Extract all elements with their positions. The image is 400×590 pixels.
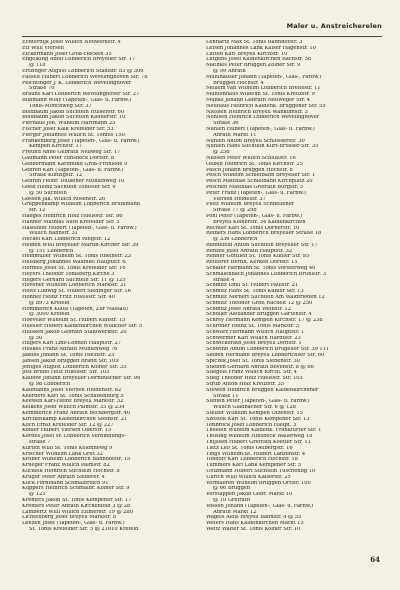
listing-entry: Krueger Franz Willich Palmstr. 82 — [22, 463, 110, 469]
listing-entry: Gebbermann Karlmund Groß-Frönlede 9 — [22, 161, 128, 167]
listing-entry: Heinmüller Wilhelm St. Tönis Rheinstr. 23 — [22, 254, 132, 260]
listing-entry: Uetzmann Hubert Süchteln Tüschenbg 10 — [206, 468, 316, 474]
listing-entry: Hahner Mathias Auth Krefelder Str. 5 — [22, 219, 120, 225]
listing-continuation: @ 336 Lobberich — [213, 237, 258, 243]
listing-entry: Stiegels Franz Willich Kirchl. Str. 4 — [206, 370, 297, 376]
listing-continuation: Breyell Kölnerstr. 34 Kaldenkirchen — [213, 219, 306, 225]
listing-continuation: @ 118 — [29, 63, 46, 69]
listing-continuation: Straße 11 — [213, 393, 239, 399]
listing-entry: Jansen Jakob Brüggen Brand Str. 109 — [22, 358, 119, 364]
listing-continuation: Straße 70 — [29, 86, 55, 92]
listing-continuation: Tönis-Mönchweg Str. 37 — [29, 103, 92, 109]
listing-entry: Tümmers Karl Lank Kempener Str. 5 — [206, 463, 302, 469]
listing-entry: Spiczek Josef St. Tönis Siebenstr. 30 — [206, 358, 300, 364]
listing-entry: Lefsen Johannes Lank Kaiser Hagenstr. 10 — [206, 45, 316, 51]
listing-entry: Nühlen Anton Breyell Schlosserstr. 30 — [206, 138, 305, 144]
listing-entry: Nühlen Hubert (Tapeten-, Glas- u. Farbw.) — [206, 126, 315, 132]
listing-entry: Köhler Hubert Viersen Oberstr. 15 — [22, 428, 112, 434]
listing-entry: Rennefeld Anton Süchteln Breyeller Str. 17 — [206, 242, 318, 248]
listing-entry: Stieg Theodor Holz Hüelsstr. Str. 103 — [206, 376, 303, 382]
listing-entry: Pasch Johann Brüggen Hochstr. 8 — [206, 167, 293, 173]
listing-entry: Krischer Wilhelm Lank Grut 32 — [22, 451, 103, 457]
listing-entry: Hommerich Klaus (Tapeten, Zur Nassau) — [22, 306, 128, 312]
listing-entry: Kirchenkamp Kaldenkirchen Steinstr. 21 — [22, 416, 128, 422]
listing-entry: Hülsken Jakob Gebrath Stahlwerkstr. 20 — [22, 329, 127, 335]
listing-entry: Hermes Josef St. Tönis Krefelder Str. 16 — [22, 266, 126, 272]
listing-entry: Schmitz Josef Anrath Weinstr. 12 — [206, 306, 292, 312]
listing-entry: Kuppers Heinrich Schmalbr. Kölner Str. 9 — [22, 486, 130, 492]
listing-entry: Münks Johann Gebrath Neuweger Str. 4 — [206, 97, 310, 103]
listing-entry: Jakobs Johann St. Tönis Hochstr. 25 — [22, 353, 115, 359]
listing-entry: Tondorf Karl Lobberich Hochstr. 18 — [206, 457, 298, 463]
listing-continuation: @ 99 Anrath — [213, 68, 246, 74]
listing-entry: Plötz Wilhelm Breyell Schnellener — [206, 202, 295, 208]
listing-entry: Mollem van Wilhelm Lobberich Breitestr. 11 — [206, 86, 321, 92]
listing-entry: Vossen Johann (Tapeten-, Glas- u. Farbw.) — [206, 503, 314, 509]
right-column — [206, 40, 382, 568]
listing-continuation: Viersen Heidestr. 37 — [213, 196, 266, 202]
listing-continuation: St. Tönis Krefelder Str. 5 @ 21010 Krefeld — [29, 526, 139, 532]
listing-entry: Tenbrock Josef Lobberich Haupt. 3 — [206, 422, 297, 428]
listing-entry: Eff Willi Viersen — [22, 45, 64, 51]
listing-entry: Bühmann Willy (Tapeten-, Glas- u. Farbw.) — [22, 97, 131, 103]
listing-entry: Gaumann Peter Hinsbeck Dorfstr. 8 — [22, 155, 115, 161]
listing-entry: Schrey Hermann Kempen Kirchstr. 17 @ 238 — [206, 318, 323, 324]
listing-entry: Lenzen Josef (Tapeten-, Glas- u. Farbw.) — [22, 521, 125, 527]
listing-continuation: Anrath Markt 12 — [213, 509, 257, 515]
listing-continuation: Brüggen Hochstr. 4 — [213, 80, 264, 86]
listing-entry: Kelkens Josef Willich Palmstr. 35 @ 234 — [22, 405, 125, 411]
listing-entry: Peschen Matthias Grefrath Burgstr. 5 — [206, 184, 303, 190]
listing-entry: Renzes Josef Anrath Hauptstr. 32 — [206, 248, 292, 254]
listing-entry: Brauns Karl Lobberich Wevelinghover Str. 27 — [22, 92, 140, 98]
listing-entry: Schmitz Emil St. Hubert Paulstr. 21 — [206, 283, 299, 289]
listing-entry: Schwarz Hermann Willich Hauptstr. 1 — [206, 329, 305, 335]
page-header — [22, 22, 382, 37]
listing-entry: Pesch Wilhelm Schiefbahn Breyeller Str. 1 — [206, 173, 316, 179]
listing-entry: Tietz Leo St. Tönis Oelbergstr. 16 — [206, 445, 293, 451]
listing-entry: Strüb Anton Holz Kreuzstr. 35 — [206, 382, 285, 388]
listing-entry: Schmalenbach Johannes Lobberich Brühlstr. 3 — [206, 271, 326, 277]
listing-entry: Eickermann Josef Groß-Hocken 35 — [22, 51, 112, 57]
listing-entry: Lichtenberg Josef Breyell Markstr. 8 — [22, 515, 117, 521]
listing-continuation: Willich Gladbacher Str. 6 @ 128 — [213, 405, 296, 411]
listing-entry: Kremers Peter Anrath Kirchenfeld 3 @ 28 — [22, 503, 131, 509]
listing-entry: Jentges August Lobberich Kölner Str. 35 — [22, 364, 127, 370]
listing-entry: Boldbaum Jakob Süchteln Kleinerstr. 10 — [22, 115, 126, 121]
listing-entry: Heyers Theodor Tönisberg Kirche 3 — [22, 271, 115, 277]
listing-continuation: @ 10 Grefrath — [213, 497, 251, 503]
listing-entry: Oeben Heinrich St. Tönis Kirchstr. 25 — [206, 161, 303, 167]
listing-entry: Haeges Heinrich Holz Hüelsstr. Str. 86 — [22, 213, 123, 219]
listing-entry: Goeb Heinz Süchteln Tönisser Str. 9 — [22, 184, 116, 190]
listing-continuation: straße 7 — [29, 439, 51, 445]
listing-continuation: @ 98 Lobberich — [29, 382, 71, 388]
listing-entry: Vermaeren Wilhelm Brüggen Ortstr. 100 — [206, 480, 311, 486]
listing-entry: Heinen Willi Breyeller Martin-Kircher Str. 39 — [22, 242, 139, 248]
page-number: 64 — [370, 555, 380, 564]
listing-continuation: @ 258 — [213, 150, 230, 156]
listing-continuation: Straße 77 @ 298 — [213, 208, 257, 214]
listing-entry: Flerger Johannes Willich St. Tönnis 150 — [22, 132, 125, 138]
listing-entry: Schäfer Hermann St. Tönis Vorsterweg 40 — [206, 266, 316, 272]
listing-continuation: Kempen Kirchstr. 17 — [29, 144, 82, 150]
listing-continuation: straße 4 — [213, 277, 235, 283]
listing-entry: Kürten Willi St. Tönis Kolonnewg 9 — [22, 445, 113, 451]
listing-entry: Kuckelk Heinrich Süchteln Hochstr. 8 — [22, 468, 120, 474]
listing-continuation: @ 151 Lobberich — [29, 248, 74, 254]
listing-entry: Lambertz Willi Willich Eltmerstr. 19 @ 280 — [22, 509, 133, 515]
listing-entry: Engelking Adolf Lobberich Breyeller Str. 17 — [22, 57, 136, 63]
listing-continuation: Straße Künzigstr. 12 — [29, 173, 83, 179]
listing-entry: Schwinn Anton Lobberich Brugeuer Str. 39 111 — [206, 347, 330, 353]
listing-continuation: @ 50 Süchteln — [29, 190, 67, 196]
listing-continuation: Willich Bahnstr. 31 — [29, 231, 78, 237]
listing-entry: Kemmerich Franz Anrath Beckbergstr. 40 — [22, 411, 131, 416]
listing-entry: Feichtinger J. K. Lobberich Wevelinghover — [22, 80, 132, 86]
listing-entry: Schmitz Theodor Groß Rachelt 12 @ 250 — [206, 300, 313, 306]
listing-entry: Gruppenkamp Wilhelm Lobberich Brühlmann — [22, 202, 141, 208]
listing-entry: Hoeveler Wilhelm St. Hubert Kuhstr. 15 — [22, 318, 126, 324]
listing-entry: Theelen Wilhelm Kaldenk. Frankfurter Str. 1 — [206, 428, 322, 434]
listing-entry: Kordes Josef sr. Lobberich Verbindungs- — [22, 434, 126, 440]
listing-entry: Kück Ferdinand Schmalbroich 91 — [22, 480, 109, 486]
section-title: Maler u. Anstreicherelen — [286, 22, 382, 30]
listing-entry: Koch Ernst Krefelder Str. 12 @ 227 — [22, 422, 114, 428]
listing-entry: Kröber Wilhelm Lobberich Bahnhofstr. 15 — [22, 457, 131, 463]
listing-continuation: Anrath Markt 11 — [213, 132, 257, 138]
listing-entry: Neuhaus Heinrich Kaldenk. Bruggener Str. 55 — [206, 103, 326, 109]
listing-entry: Niessen Heinrich Breyell Wankumstr. 3 — [206, 109, 308, 115]
listing-entry: Reiners Hans Lobberich Breyeller Straße 18 — [206, 231, 322, 237]
listing-entry: Nühlen Hans Süchteln Kurt-Brüsser-Str. 35 — [206, 144, 319, 150]
listing-entry: Sieben Hermann Breyell Lobberichser Str. 60 — [206, 353, 325, 359]
listing-entry: Reuterer Bernh. Kerken Dorfstr. 15 — [206, 260, 298, 266]
listing-entry: Haselhoff Hubert (Tapeten-, Glas- u. Farbw.) — [22, 225, 137, 231]
listing-entry: Keerders Karl St. Tönis Schaffenburg 5 — [22, 393, 124, 399]
listing-entry: Fischer Josef Kalk Krefelder Str. 53 — [22, 126, 114, 132]
listing-entry: Huesler Hubert Kaldenkirchen Willicher Str. 5 — [22, 324, 143, 330]
listing-entry: Nöhlsen Heinrich Lobberich Wevelinghover — [206, 115, 320, 121]
listing-entry: Schöller Alexander Brüggen Gartenstr. 4 — [206, 312, 312, 318]
listing-entry: Verstappen Jakob Gebr. Markt 10 — [206, 492, 293, 498]
listing-entry: Fierhaus Joh. Wilhelm Hartmann 25 — [22, 121, 116, 127]
listing-entry: Schmitz Norbert Süchteln Am Waldfrieden 12 — [206, 295, 325, 301]
listing-entry: Peter Franz (Tapeten-, Glas- u. Farbw.) — [206, 190, 306, 196]
listing-entry: Pesch Matthias Schiefbahn Kirchplatz 20 — [206, 179, 313, 185]
listing-entry: Hilgers Gerhard Süchteln Str. 11 @ 125 — [22, 277, 126, 283]
listing-entry: Hilgers Karl Linz-Lehnen Hauptstr. 27 — [22, 341, 122, 347]
listing-entry: Kalbow Johann Breyeller Dornbuscher Str. 98 — [22, 376, 141, 382]
listing-entry: Wefers Hans Kaldenkirchen Markt 15 — [206, 521, 304, 527]
listing-entry: Mühlenhaus Wilhelm St. Tönis Kreuzstr. 9 — [206, 92, 315, 98]
listing-entry: Stelzer Wilhelm Kempen Otzenstr. 15 — [206, 411, 303, 416]
listing-entry: Lennartz Max St. Tönis Bahnhofstr. 3 — [206, 40, 303, 45]
listing-entry: Jöst Bruno Holz Hüelsstr. Str. 103 — [22, 370, 110, 376]
listing-entry: Schmitz Hans St. Tönis Kuhler Str. 13 — [206, 289, 304, 295]
listing-entry: Pohl Peter (Tapeten-, Glas- u. Farbw.) — [206, 213, 303, 219]
listing-entry: Schwermer Karl Willich Hardtstr. 23 — [206, 335, 301, 341]
listing-entry: Krüger Peter Anrath Sieberer. 4 — [22, 474, 105, 480]
left-column — [22, 40, 200, 568]
listing-entry: Schwickerath Josef Breyell Dorfstr. 1 — [206, 341, 302, 347]
listing-entry: Keewen Karl-Heinz Breyell Markstr. 32 — [22, 399, 124, 405]
listing-continuation: str. 12 — [29, 208, 46, 214]
listing-entry: Frankenberg Josef (Tapeten-, Glas- u. Farbw.) — [22, 138, 140, 144]
listing-entry: Thijssen Hubert Grefrath Koetter Str. 11 — [206, 439, 311, 445]
listing-entry: Echterdijk Josef Willich Neuwerkstr. 4 — [22, 40, 121, 45]
listing-entry: Stieben Gerhard Anrath Bovenstr. 8 @ 66 — [206, 364, 314, 370]
listing-continuation: Straße 36 — [213, 121, 239, 127]
listing-entry: Mühlhauser Johann (Tapeten-, Glas-, Farbw.) — [206, 74, 322, 80]
listing-columns — [22, 40, 382, 568]
listing-entry: Stüwen Heinrich Brüggen Kaldenkirchener — [206, 387, 319, 393]
listing-entry: Steffen Peter (Tapeten-, Glas- u. Farbw.) — [206, 399, 310, 405]
listing-entry: Mathies Peter Brüggen Zolder Str. 9 — [206, 63, 301, 69]
listing-entry: Hövener Wilhelm Lobberich Markstr. 31 — [22, 283, 127, 289]
listing-entry: Nüssen Peter Willich Schlußstr. 16 — [206, 155, 296, 161]
listing-continuation: @ 66 Brüggen — [213, 486, 251, 492]
listing-entry: Helsberg Johannes Waldniel Hauptstr. 6 — [22, 260, 126, 266]
listing-continuation: @ 3000 Krefeld — [29, 312, 70, 318]
listing-entry: Hüskes Franz Anrath Mühlenweg 76 — [22, 347, 118, 353]
listing-entry: Kremers Jakob St. Tönis Kempener Str. 17 — [22, 497, 132, 503]
listing-entry: Wagels Alois Breyell Bahnstr. 4 @ 55 — [206, 515, 302, 521]
listing-entry: Szostek Karl St. Tönis Kempener Str. 13 — [206, 416, 310, 422]
listing-entry: Rechter Karl St. Tönis Dörnerstr. 10 — [206, 225, 300, 231]
listing-entry: Kaumanns Josef Viersen Heidenstr. 82 — [22, 387, 122, 393]
listing-entry: Gossen Jak. Willich Rosenstr. 26 — [22, 196, 106, 202]
listing-continuation: @ 8973 Krefeld — [29, 300, 70, 306]
listing-entry: Holtz Ludwig St. Hubert Siedinger Str. 16 — [22, 289, 131, 295]
listing-entry: Heckel Karl Lobberich Ringstr. 12 — [22, 237, 111, 243]
listing-entry: Fasselt Hubert Lobberich Wevelinghoven Str. 78 — [22, 74, 148, 80]
listing-continuation: @ 50 — [29, 335, 43, 341]
listing-entry: Lütten Karl Breyell Kirchstr. 10 — [206, 51, 288, 57]
listing-entry: Freund Anne Gebrath Neuweg Str. 17 — [22, 150, 121, 156]
listing-entry: Renner Gottlieb St. Tönis Kuhler Str. 95 — [206, 254, 310, 260]
listing-entry: Thüsing Wilhelm Hinsbeck Wallerweg 18 — [206, 434, 313, 440]
listing-entry: Weitz Walter St. Tönis Kölner Str. 10 — [206, 526, 301, 532]
listing-entry: Ullrich Willi Willich Kaiserstr. 25 — [206, 474, 291, 480]
listing-entry: Boldbaum Jakob Süchteln Hülserstr. 60 — [22, 109, 125, 115]
listing-entry: Gehren Karl (Tapeten-, Glas- u. Farbw.) — [22, 167, 124, 173]
listing-entry: Schröder Heinz St. Tönis Markstr. 5 — [206, 324, 300, 330]
listing-continuation: @ 125 — [29, 492, 46, 498]
listing-entry: Lütgens Josef Kaldenkirchen Bachstr. 38 — [206, 57, 312, 63]
listing-entry: Gehren Heinr. Dülkener Mühlenweg 10 — [22, 179, 125, 185]
listing-entry: Ertzinger August Lobberich Stahlstr. 83 @ 306 — [22, 68, 144, 74]
listing-entry: Honnef Heinz Fritz Hüelsstr. Str. 40 — [22, 295, 116, 301]
listing-entry: Tings Wilhelm St. Hubert Lanzenstr. 4 — [206, 451, 306, 457]
